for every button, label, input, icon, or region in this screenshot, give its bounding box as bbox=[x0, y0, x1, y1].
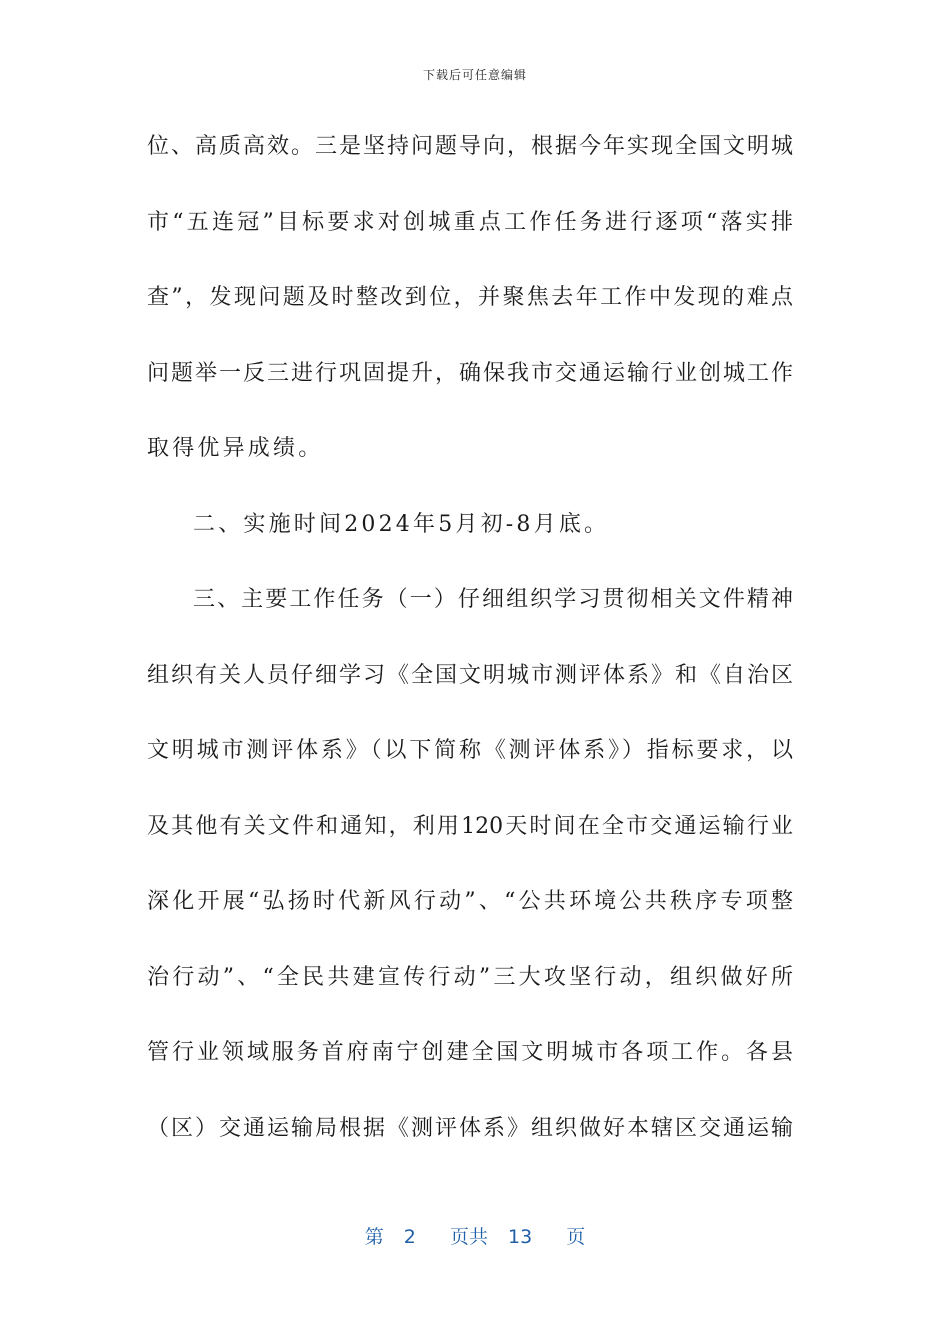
page-header: 下载后可任意编辑 bbox=[422, 68, 527, 82]
total-pages-number: 13 bbox=[508, 1226, 533, 1248]
text-line: 及其他有关文件和通知，利用120天时间在全市交通运输行业 bbox=[147, 813, 793, 839]
text-line: 问题举一反三进行巩固提升，确保我市交通运输行业创城工作 bbox=[147, 360, 793, 386]
text-line: 组织有关人员仔细学习《全国文明城市测评体系》和《自治区 bbox=[147, 662, 793, 688]
text-line: 文明城市测评体系》（以下简称《测评体系》）指标要求，以 bbox=[147, 738, 793, 763]
footer-middle: 页共 bbox=[449, 1226, 488, 1248]
current-page-number: 2 bbox=[403, 1226, 416, 1248]
text-line: 查”，发现问题及时整改到位，并聚焦去年工作中发现的难点 bbox=[147, 285, 793, 310]
text-line: 深化开展“弘扬时代新风行动”、“公共环境公共秩序专项整 bbox=[147, 889, 793, 914]
section-heading: 三、主要工作任务（一）仔细组织学习贯彻相关文件精神 bbox=[193, 587, 793, 612]
document-body bbox=[147, 120, 793, 1177]
text-line: 取得优异成绩。 bbox=[147, 436, 324, 461]
footer-prefix: 第 bbox=[364, 1226, 384, 1248]
footer-suffix: 页 bbox=[566, 1226, 586, 1248]
text-line: 治行动”、“全民共建宣传行动”三大攻坚行动，组织做好所 bbox=[147, 964, 793, 990]
text-line: 位、高质高效。三是坚持问题导向，根据今年实现全国文明城 bbox=[147, 134, 793, 159]
text-line: 市“五连冠”目标要求对创城重点工作任务进行逐项“落实排 bbox=[147, 209, 793, 235]
section-heading: 二、实施时间2024年5月初-8月底。 bbox=[193, 511, 610, 537]
text-line: （区）交通运输局根据《测评体系》组织做好本辖区交通运输 bbox=[147, 1115, 793, 1141]
page-footer bbox=[0, 1222, 950, 1249]
text-line: 管行业领域服务首府南宁创建全国文明城市各项工作。各县 bbox=[147, 1040, 793, 1065]
